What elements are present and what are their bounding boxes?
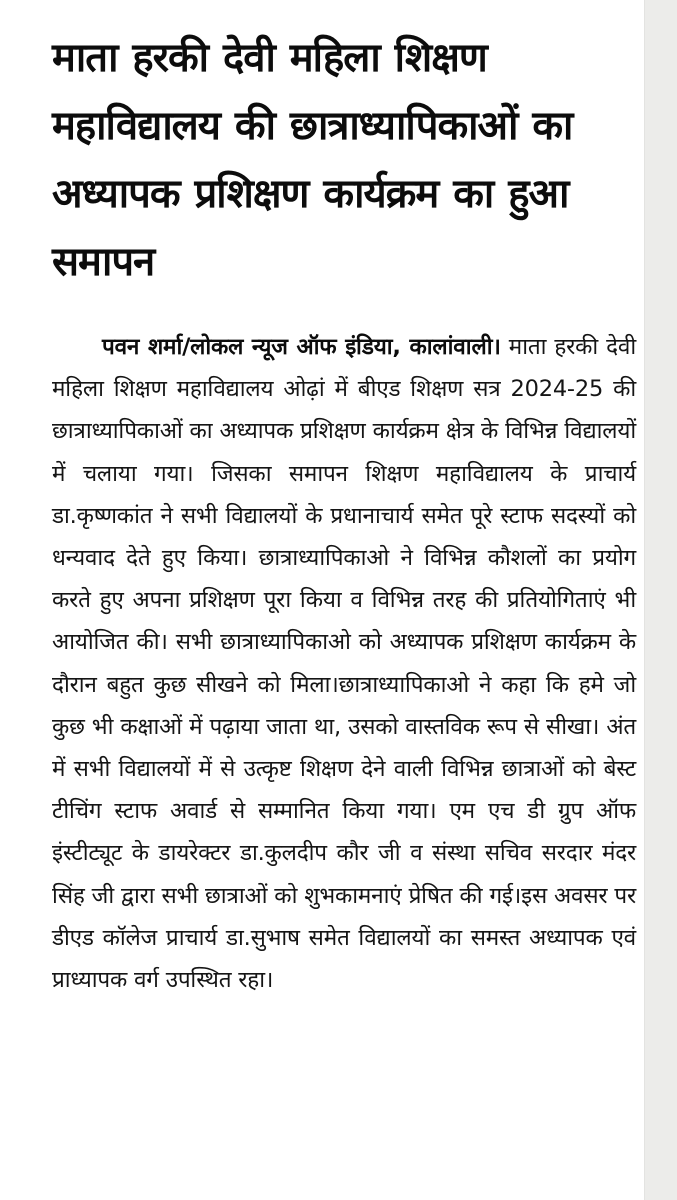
screen-edge-strip bbox=[644, 0, 677, 1200]
article-body bbox=[52, 326, 636, 1001]
headline: माता हरकी देवी महिला शिक्षण महाविद्यालय की छात्राध्यापिकाओं का अध्यापक प्रशिक्षण कार्यक्रम का हुआ समापन bbox=[52, 35, 573, 285]
article-text: माता हरकी देवी महिला शिक्षण महाविद्यालय ओढ़ां में बीएड शिक्षण सत्र 2024-25 की छात्राध्यापिकाओं का अध्यापक प्रशिक्षण कार्यक्रम क्षेत्र के विभिन्न विद्यालयों में चलाया गया। जिसका समापन शिक्षण महाविद्यालय के प्राचार्य डा.कृष्णकांत ने सभी विद्यालयों के प्रधानाचार्य समेत पूरे स्टाफ सदस्यों को धन्यवाद देते हुए किया। छात्राध्यापिकाओ ने विभिन्न कौशलों का प्रयोग करते हुए अपना प्रशिक्षण पूरा किया व विभिन्न तरह की प्रतियोगिताएं भी आयोजित की। सभी छात्राध्यापिकाओ को अध्यापक प्रशिक्षण कार्यक्रम के दौरान बहुत कुछ सीखने को मिला।छात्राध्यापिकाओ ने कहा कि हमे जो कुछ भी कक्षाओं में पढ़ाया जाता था, उसको वास्तविक रूप से सीखा। अंत में सभी विद्यालयों में से उत्कृष्ट शिक्षण देने वाली विभिन्न छात्राओं को बेस्ट टीचिंग स्टाफ अवार्ड से सम्मानित किया गया। एम एच डी ग्रुप ऑफ इंस्टीट्यूट के डायरेक्टर डा.कुलदीप कौर जी व संस्था सचिव सरदार मंदर सिंह जी द्वारा सभी छात्राओं को शुभकामनाएं प्रेषित की गई।इस अवसर पर डीएड कॉलेज प्राचार्य डा.सुभाष समेत विद्यालयों का समस्त अध्यापक एवं प्राध्यापक वर्ग उपस्थित रहा। bbox=[52, 334, 636, 994]
byline: पवन शर्मा/लोकल न्यूज ऑफ इंडिया, कालांवाली। bbox=[102, 334, 501, 360]
